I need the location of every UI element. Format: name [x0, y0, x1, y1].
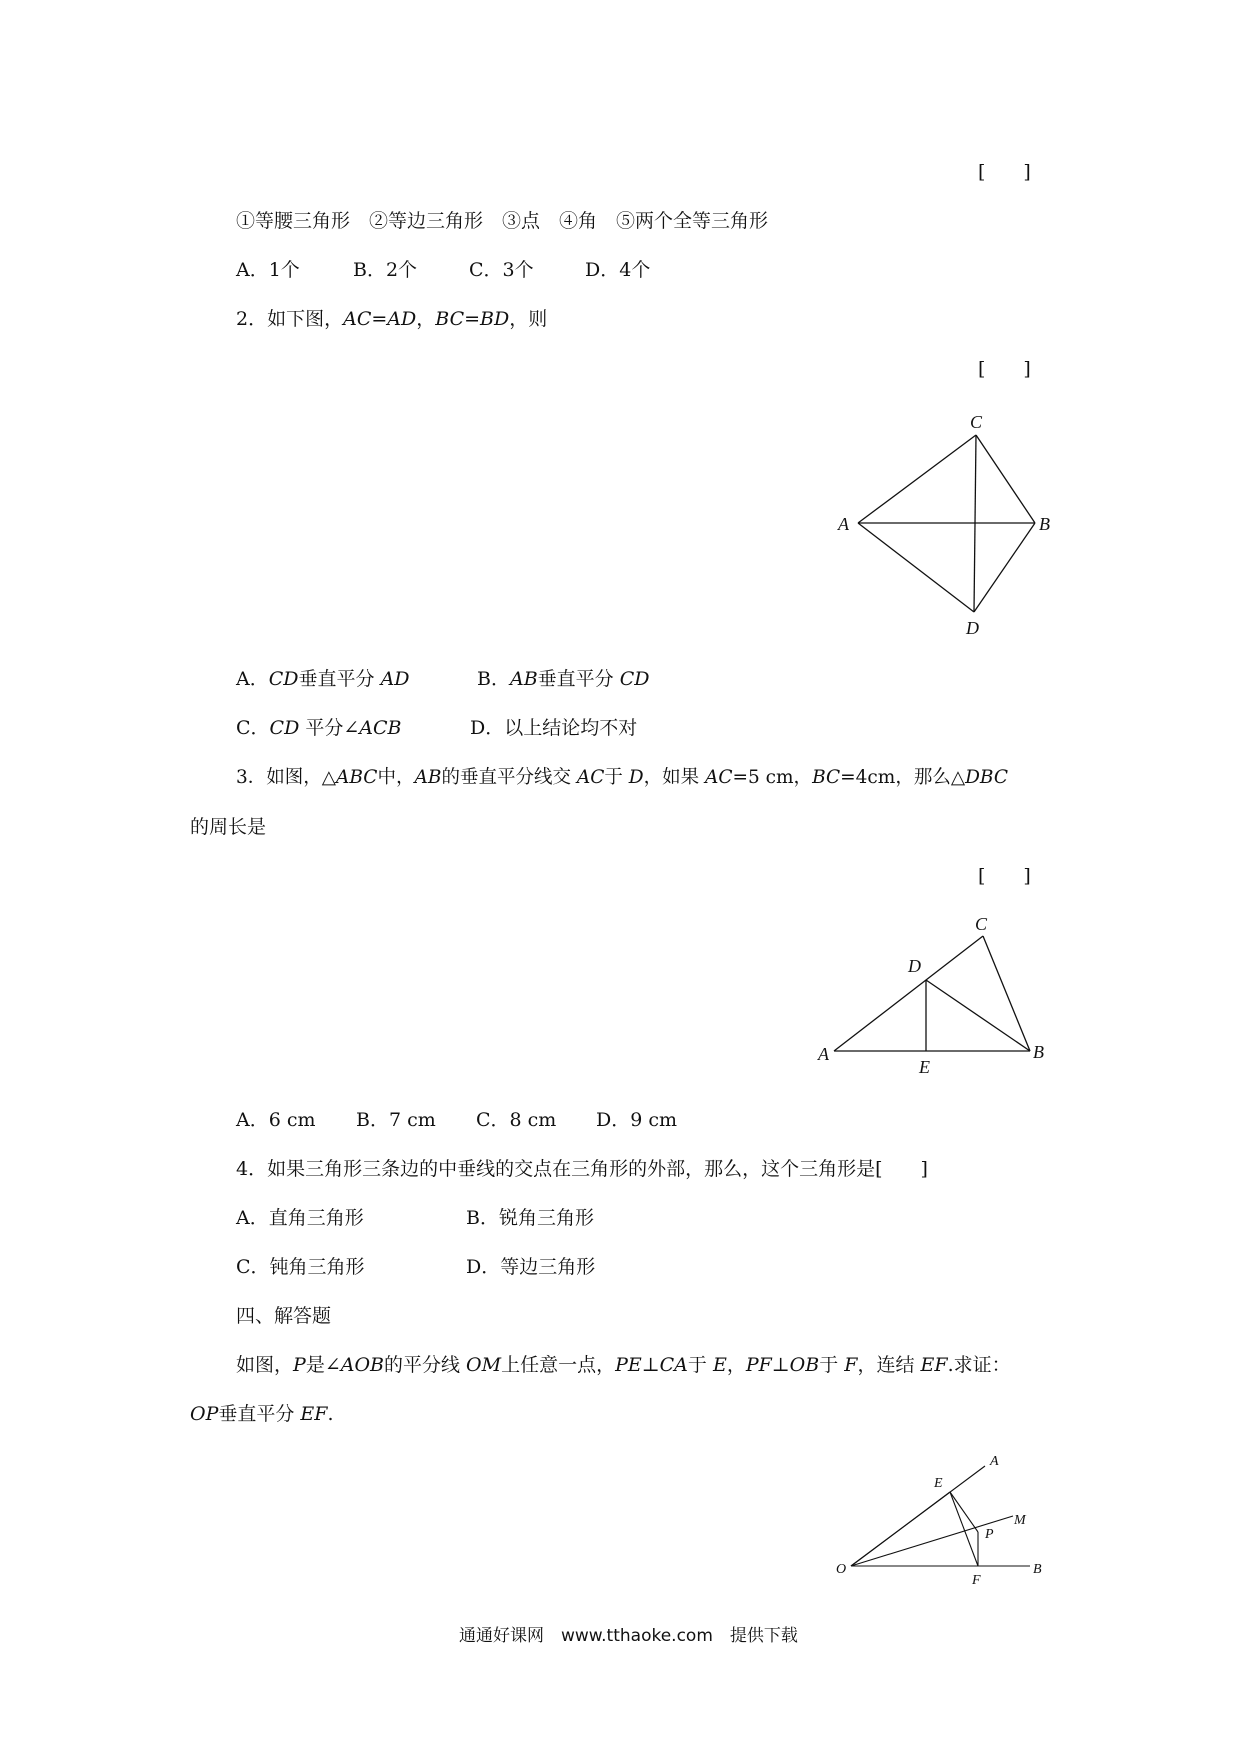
q3-label-a: A [818, 1044, 829, 1064]
q3-label-c: C [975, 914, 988, 934]
segment-pe [950, 1492, 978, 1532]
q2-label-a: A [838, 514, 849, 534]
q3-option-a: A．6 cm [236, 1109, 316, 1131]
q4-option-d: D．等边三角形 [466, 1256, 596, 1278]
segment-oe [851, 1492, 950, 1566]
q2-label-d: D [966, 618, 979, 638]
q1-answer-bracket: [ ] [978, 161, 1031, 183]
q3-label-e: E [919, 1057, 930, 1077]
q4-stem: 4．如果三角形三条边的中垂线的交点在三角形的外部，那么，这个三角形是[ ] [236, 1158, 928, 1180]
segment-ef [950, 1492, 978, 1566]
q4-option-c: C．钝角三角形 [236, 1256, 365, 1278]
section4-title: 四、解答题 [236, 1305, 332, 1327]
q2-label-b: B [1039, 514, 1050, 534]
q1-items: ①等腰三角形 ②等边三角形 ③点 ④角 ⑤两个全等三角形 [236, 210, 769, 232]
fig-label-p: P [985, 1527, 994, 1542]
q2-stem: 2．如下图，AC=AD，BC=BD，则 [236, 308, 548, 330]
q4-option-a: A．直角三角形 [236, 1207, 364, 1229]
q3-stem-line1: 3．如图，△ABC中，AB的垂直平分线交 AC于 D，如果 AC=5 cm，BC=4cm，那么△DBC [236, 767, 1008, 788]
q4-option-b: B．锐角三角形 [466, 1207, 594, 1229]
fig-label-a: A [990, 1454, 999, 1469]
fig-label-e: E [934, 1476, 943, 1491]
page-footer: 通通好课网 www.tthaoke.com 提供下载 [459, 1626, 798, 1646]
q3-option-c: C．8 cm [476, 1109, 557, 1131]
q2-label-c: C [970, 412, 983, 432]
q3-stem-line2: 的周长是 [190, 816, 267, 838]
q1-option-c: C．3个 [469, 259, 534, 281]
q3-option-b: B．7 cm [356, 1109, 436, 1131]
q3-label-d: D [908, 956, 921, 976]
fig-label-o: O [836, 1562, 847, 1577]
q2-answer-bracket: [ ] [978, 358, 1031, 380]
q2-option-c: C．CD 平分∠ACB [236, 717, 402, 739]
q3-answer-bracket: [ ] [978, 865, 1031, 887]
section4-problem-line2: OP垂直平分 EF. [190, 1403, 334, 1425]
fig-label-f: F [972, 1573, 981, 1588]
fig-label-m: M [1014, 1513, 1026, 1528]
q1-option-b: B．2个 [353, 259, 418, 281]
q2-option-b: B．AB垂直平分 CD [477, 668, 650, 690]
q1-option-d: D．4个 [585, 259, 651, 281]
q1-option-a: A．1个 [236, 259, 300, 281]
fig-label-b: B [1033, 1562, 1042, 1577]
q2-option-d: D．以上结论均不对 [470, 717, 638, 739]
q2-option-a: A．CD垂直平分 AD [236, 668, 410, 690]
q3-label-b: B [1033, 1042, 1044, 1062]
q3-option-d: D．9 cm [596, 1109, 678, 1131]
section4-problem-line1: 如图，P是∠AOB的平分线 OM上任意一点，PE⊥CA于 E，PF⊥OB于 F，连结 EF.求证： [236, 1354, 1011, 1376]
